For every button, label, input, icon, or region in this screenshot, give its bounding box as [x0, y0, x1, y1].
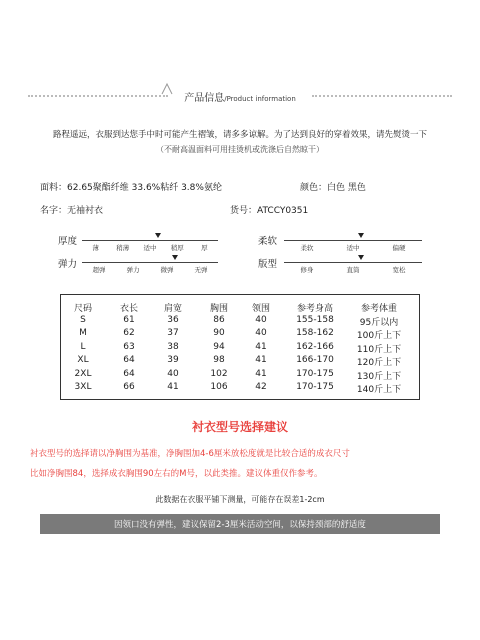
fit-option: 宽松 — [392, 266, 406, 274]
collar-notice-bar — [40, 514, 440, 534]
table-cell: 2XL — [74, 368, 92, 379]
table-cell: 3XL — [74, 382, 92, 392]
advice-text-1: 衬衣型号的选择请以净胸围为基准，净胸围加4-6厘米放松度就是比较合适的成衣尺寸 — [30, 449, 350, 459]
table-cell: 102 — [210, 368, 228, 379]
thickness-label: 厚度 — [58, 236, 78, 247]
elasticity-selected-marker — [172, 255, 178, 260]
color-text: 颜色：白色 黑色 — [300, 183, 366, 193]
thickness-selected-marker — [155, 233, 161, 238]
table-cell: 37 — [167, 328, 179, 338]
table-cell: 64 — [123, 355, 135, 365]
material-text: 面料：62.65聚酯纤维 33.6%粘纤 3.8%氨纶 — [40, 183, 222, 193]
table-cell: 61 — [123, 314, 135, 325]
table-cell: 40 — [255, 328, 267, 338]
table-row — [61, 315, 419, 328]
table-row — [61, 382, 419, 395]
advice-title: 衬衣型号选择建议 — [191, 420, 288, 434]
table-header-cell: 参考身高 — [296, 304, 333, 314]
table-cell: 98 — [213, 355, 225, 365]
table-cell: 170-175 — [296, 382, 334, 392]
softness-option: 偏硬 — [392, 244, 406, 252]
table-cell: 41 — [255, 355, 267, 365]
table-row — [61, 328, 419, 341]
table-cell: 130斤上下 — [356, 371, 402, 382]
table-cell: 42 — [255, 382, 267, 392]
table-cell: S — [80, 314, 86, 325]
elasticity-option: 弹力 — [126, 266, 140, 274]
thickness-option: 适中 — [143, 244, 157, 252]
fit-scale-line — [284, 262, 422, 263]
table-header-cell: 参考体重 — [360, 304, 397, 314]
size-table — [60, 294, 420, 400]
table-cell: XL — [77, 355, 89, 365]
elasticity-label: 弹力 — [58, 259, 78, 270]
name-text: 名字：无袖衬衣 — [40, 206, 104, 216]
collar-notice-text: 因领口没有弹性，建议保留2-3厘米活动空间，以保持颈部的舒适度 — [114, 520, 366, 530]
table-cell: 41 — [255, 341, 267, 352]
table-cell: 110斤上下 — [356, 344, 402, 355]
softness-option: 适中 — [346, 244, 360, 252]
table-cell: 38 — [167, 341, 179, 352]
elasticity-option: 无弹 — [194, 266, 208, 274]
table-header-cell: 胸围 — [209, 304, 228, 314]
fit-selected-marker — [358, 255, 364, 260]
table-cell: 62 — [123, 328, 135, 338]
table-cell: 63 — [123, 341, 135, 352]
table-header-cell: 肩宽 — [163, 304, 182, 314]
table-cell: 39 — [167, 355, 179, 365]
table-row — [61, 369, 419, 382]
table-header-cell: 领围 — [251, 304, 270, 314]
thickness-scale-line — [82, 240, 218, 241]
table-header-cell: 衣长 — [119, 304, 138, 314]
section-title-en: /Product information — [224, 95, 296, 103]
table-cell: 40 — [167, 368, 179, 379]
ironing-notice: （不耐高温面料可用挂烫机或洗涤后自然晾干） — [156, 145, 324, 154]
measure-note: 此数据在衣服平铺下测量，可能存在误差1-2cm — [155, 495, 325, 504]
table-cell: 86 — [213, 314, 225, 325]
table-cell: 170-175 — [296, 368, 334, 379]
table-cell: 95斤以内 — [359, 317, 399, 328]
table-cell: 140斤上下 — [356, 385, 402, 395]
elasticity-option: 微弹 — [160, 266, 174, 274]
fit-option: 修身 — [300, 266, 314, 274]
table-cell: 100斤上下 — [356, 331, 402, 341]
section-title — [168, 86, 312, 105]
elasticity-scale-line — [82, 262, 218, 263]
softness-selected-marker — [358, 233, 364, 238]
thickness-option: 厚 — [201, 244, 208, 252]
table-cell: L — [80, 341, 86, 352]
table-cell: 41 — [167, 382, 179, 392]
header-divider-left — [28, 95, 168, 97]
table-cell: M — [79, 328, 87, 338]
table-row — [61, 342, 419, 355]
table-cell: 40 — [255, 314, 267, 325]
table-row — [61, 355, 419, 368]
softness-scale-line — [284, 240, 422, 241]
thickness-option: 薄 — [92, 244, 99, 252]
fit-label: 版型 — [258, 259, 278, 270]
table-header-cell: 尺码 — [73, 304, 92, 314]
table-cell: 155-158 — [296, 314, 334, 325]
table-cell: 166-170 — [296, 355, 334, 365]
fit-option: 直筒 — [346, 266, 360, 274]
thickness-option: 稍厚 — [170, 244, 184, 252]
section-title-cn: 产品信息 — [184, 93, 225, 104]
table-cell: 64 — [123, 368, 135, 379]
item-number-text: 货号：ATCCY0351 — [230, 206, 309, 216]
table-cell: 162-166 — [296, 341, 334, 352]
table-cell: 158-162 — [296, 328, 334, 338]
thickness-option: 稍薄 — [116, 244, 130, 252]
table-cell: 94 — [213, 341, 225, 352]
elasticity-option: 超弹 — [92, 266, 106, 274]
table-cell: 66 — [123, 382, 135, 392]
table-cell: 120斤上下 — [356, 358, 402, 368]
header-divider-right — [312, 95, 452, 97]
softness-label: 柔软 — [258, 236, 278, 247]
table-header-row — [61, 301, 419, 314]
softness-option: 柔软 — [300, 244, 314, 252]
shipping-notice: 路程遥远，衣服到达您手中时可能产生褶皱，请多多谅解。为了达到良好的穿着效果，请先熨烫一下 — [52, 130, 427, 140]
table-cell: 106 — [210, 382, 228, 392]
table-cell: 90 — [213, 328, 225, 338]
advice-text-2: 比如净胸围84，选择成衣胸围90左右的M号，以此类推。建议体重仅作参考。 — [30, 469, 323, 479]
table-cell: 36 — [167, 314, 179, 325]
table-cell: 41 — [255, 368, 267, 379]
